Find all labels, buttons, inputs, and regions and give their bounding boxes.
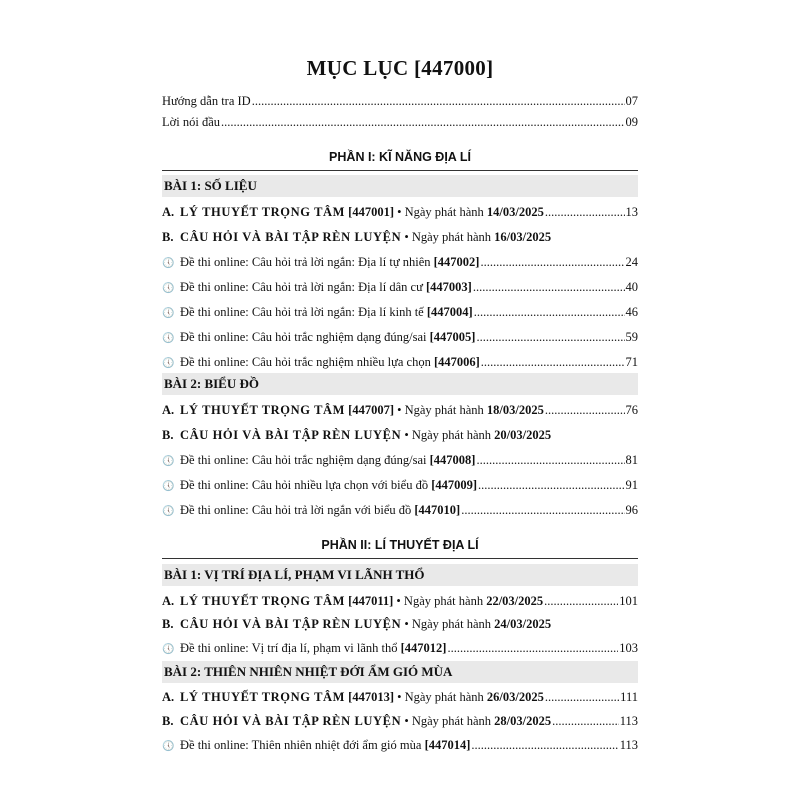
toc-entry-guide[interactable] xyxy=(162,94,638,114)
page-number: 46 xyxy=(625,305,638,319)
part-divider xyxy=(162,170,638,171)
toc-entry-preface[interactable] xyxy=(162,115,638,135)
clock-icon: 🕔 xyxy=(162,741,175,752)
page-number: 76 xyxy=(625,403,638,417)
dot-leader xyxy=(471,738,618,753)
clock-icon: 🕔 xyxy=(162,358,175,369)
dot-leader xyxy=(545,690,619,705)
dot-leader xyxy=(252,94,625,109)
toc-entry-practice[interactable]: B. CÂU HỎI VÀ BÀI TẬP RÈN LUYỆN • Ngày phát hành 24/03/2025 xyxy=(162,617,552,631)
dot-leader xyxy=(476,453,624,468)
page-number: 103 xyxy=(619,641,638,655)
page-number: 24 xyxy=(625,255,638,269)
dot-leader xyxy=(461,503,624,518)
toc-entry-exam[interactable]: 🕔 Đề thi online: Câu hỏi nhiều lựa chọn với biểu đồ [447009] ..... 91 xyxy=(162,478,638,498)
lesson-heading: BÀI 2: THIÊN NHIÊN NHIỆT ĐỚI ẨM GIÓ MÙA xyxy=(162,661,638,683)
part-heading: PHẦN II: LÍ THUYẾT ĐỊA LÍ xyxy=(321,538,479,552)
page-number: 07 xyxy=(625,94,638,108)
clock-icon: 🕔 xyxy=(162,283,175,294)
clock-icon: 🕔 xyxy=(162,258,175,269)
page-number: 09 xyxy=(625,115,638,129)
toc-entry-exam[interactable]: 🕔 Đề thi online: Câu hỏi trả lời ngắn: Địa lí tự nhiên [447002] ..... 24 xyxy=(162,255,638,275)
page-number: 59 xyxy=(625,330,638,344)
toc-entry-theory[interactable]: A. LÝ THUYẾT TRỌNG TÂM [447011] • Ngày phát hành 22/03/2025 ..... 101 xyxy=(162,594,638,614)
dot-leader xyxy=(473,280,625,295)
toc-entry-exam[interactable]: 🕔 Đề thi online: Câu hỏi trắc nghiệm dạng đúng/sai [447005] ..... 59 xyxy=(162,330,638,350)
page-number: 71 xyxy=(625,355,638,369)
entry-label: Lời nói đầu xyxy=(162,115,220,129)
toc-entry-exam[interactable]: 🕔 Đề thi online: Câu hỏi trả lời ngắn: Địa lí dân cư [447003] ..... 40 xyxy=(162,280,638,300)
dot-leader xyxy=(545,403,625,418)
page-number: 111 xyxy=(620,690,638,704)
page-number: 91 xyxy=(625,478,638,492)
dot-leader xyxy=(474,305,625,320)
dot-leader xyxy=(545,205,625,220)
entry-label: Hướng dẫn tra ID xyxy=(162,94,251,108)
dot-leader xyxy=(480,255,624,270)
page-title: MỤC LỤC [447000] xyxy=(306,56,494,80)
toc-entry-exam[interactable]: 🕔 Đề thi online: Câu hỏi trắc nghiệm nhiều lựa chọn [447006] ..... 71 xyxy=(162,355,638,375)
dot-leader xyxy=(544,594,618,609)
lesson-heading: BÀI 1: SỐ LIỆU xyxy=(162,175,638,197)
page-number: 101 xyxy=(619,594,638,608)
dot-leader xyxy=(481,355,625,370)
dot-leader xyxy=(476,330,624,345)
toc-entry-exam[interactable]: 🕔 Đề thi online: Vị trí địa lí, phạm vi lãnh thổ [447012] ..... 103 xyxy=(162,641,638,661)
dot-leader xyxy=(221,115,625,130)
page-number: 13 xyxy=(625,205,638,219)
page-number: 113 xyxy=(619,738,638,752)
toc-entry-practice[interactable]: B. CÂU HỎI VÀ BÀI TẬP RÈN LUYỆN • Ngày phát hành 20/03/2025 xyxy=(162,428,552,442)
toc-entry-theory[interactable]: A. LÝ THUYẾT TRỌNG TÂM [447001] • Ngày phát hành 14/03/2025 ..... 13 xyxy=(162,205,638,225)
toc-entry-exam[interactable]: 🕔 Đề thi online: Câu hỏi trả lời ngắn: Địa lí kinh tế [447004] ..... 46 xyxy=(162,305,638,325)
clock-icon: 🕔 xyxy=(162,506,175,517)
page-number: 40 xyxy=(625,280,638,294)
toc-entry-exam[interactable]: 🕔 Đề thi online: Câu hỏi trắc nghiệm dạng đúng/sai [447008] ..... 81 xyxy=(162,453,638,473)
lesson-heading: BÀI 1: VỊ TRÍ ĐỊA LÍ, PHẠM VI LÃNH THỔ xyxy=(162,564,638,586)
dot-leader xyxy=(447,641,618,656)
dot-leader xyxy=(478,478,624,493)
clock-icon: 🕔 xyxy=(162,644,175,655)
toc-entry-theory[interactable]: A. LÝ THUYẾT TRỌNG TÂM [447007] • Ngày phát hành 18/03/2025 ..... 76 xyxy=(162,403,638,423)
page-number: 81 xyxy=(625,453,638,467)
toc-entry-exam[interactable]: 🕔 Đề thi online: Câu hỏi trả lời ngắn với biểu đồ [447010] ..... 96 xyxy=(162,503,638,523)
page-number: 96 xyxy=(625,503,638,517)
clock-icon: 🕔 xyxy=(162,481,175,492)
toc-entry-exam[interactable]: 🕔 Đề thi online: Thiên nhiên nhiệt đới ẩm gió mùa [447014] ..... 113 xyxy=(162,738,638,758)
clock-icon: 🕔 xyxy=(162,456,175,467)
toc-entry-theory[interactable]: A. LÝ THUYẾT TRỌNG TÂM [447013] • Ngày phát hành 26/03/2025 ..... 111 xyxy=(162,690,638,710)
clock-icon: 🕔 xyxy=(162,308,175,319)
dot-leader xyxy=(552,714,619,729)
part-divider xyxy=(162,558,638,559)
part-heading: PHẦN I: KĨ NĂNG ĐỊA LÍ xyxy=(329,150,471,164)
clock-icon: 🕔 xyxy=(162,333,175,344)
lesson-heading: BÀI 2: BIỂU ĐỒ xyxy=(162,373,638,395)
toc-entry-practice[interactable]: B. CÂU HỎI VÀ BÀI TẬP RÈN LUYỆN • Ngày phát hành 16/03/2025 xyxy=(162,230,552,244)
page-number: 113 xyxy=(619,714,638,728)
toc-entry-practice[interactable]: B. CÂU HỎI VÀ BÀI TẬP RÈN LUYỆN • Ngày phát hành 28/03/2025 ..... 113 xyxy=(162,714,638,734)
